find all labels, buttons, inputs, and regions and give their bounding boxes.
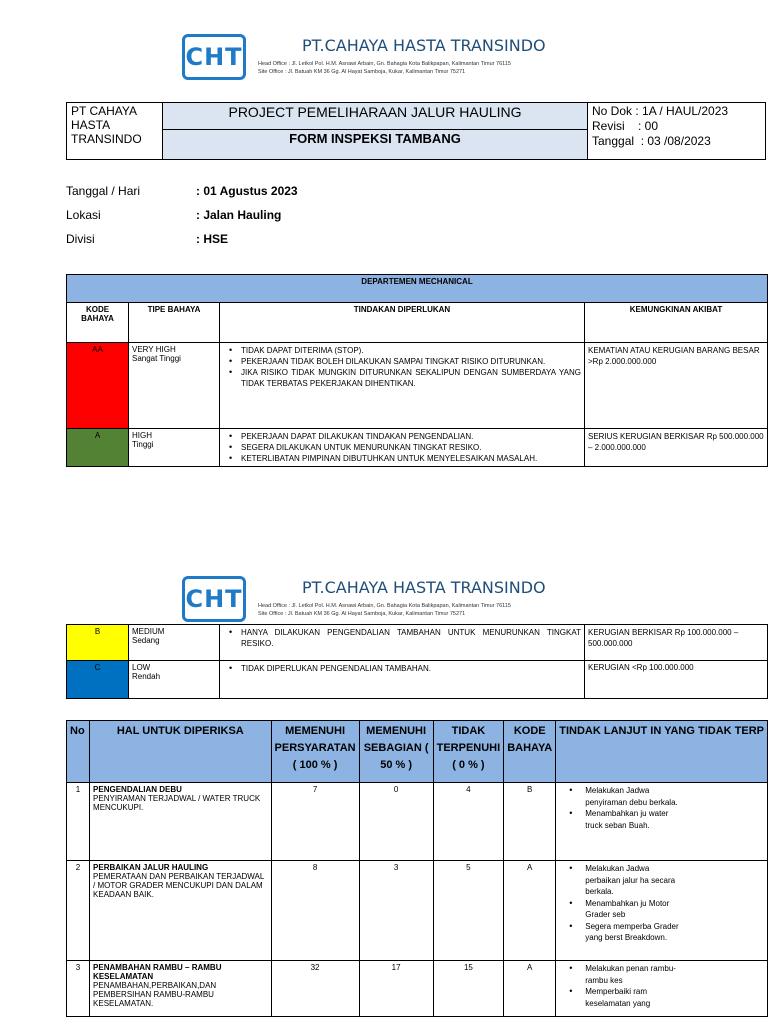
col-memenuhi: MEMENUHI PERSYARATAN ( 100 % )	[271, 721, 359, 783]
risk-code: B	[67, 625, 129, 661]
list-item: • KETERLIBATAN PIMPINAN DIBUTUHKAN UNTUK MENYELESAIKAN MASALAH.	[223, 453, 581, 464]
row-memenuhi: 8	[271, 861, 359, 961]
table-row	[67, 861, 768, 961]
row-sebagian: 3	[359, 861, 433, 961]
col-tidak: TIDAK TERPENUHI ( 0 % )	[433, 721, 504, 783]
risk-type: LOW Rendah	[129, 661, 220, 699]
company-logo: CHT	[182, 34, 246, 80]
row-kode: A	[504, 861, 556, 961]
inspection-table	[66, 720, 768, 1017]
risk-impact: SERIUS KERUGIAN BERKISAR Rp 500.000.000 – 2.000.000.000	[585, 429, 768, 467]
project-title: PROJECT PEMELIHARAAN JALUR HAULING	[163, 103, 588, 130]
division-value: : HSE	[196, 232, 229, 246]
row-sebagian: 17	[359, 961, 433, 1017]
risk-table-continued	[66, 624, 768, 699]
list-item: • Menambahkan ju Motor Grader seb	[559, 898, 679, 921]
letterhead	[182, 34, 622, 80]
row-no: 2	[67, 861, 90, 961]
row-actions	[556, 861, 768, 961]
row-kode: A	[504, 961, 556, 1017]
risk-actions	[220, 343, 585, 429]
risk-actions	[220, 661, 585, 699]
doc-number: No Dok : 1A / HAUL/2023	[592, 104, 729, 118]
risk-row	[67, 429, 768, 467]
row-tidak: 15	[433, 961, 504, 1017]
col-tindakan: TINDAKAN DIPERLUKAN	[220, 303, 585, 343]
row-sebagian: 0	[359, 783, 433, 861]
table-row	[67, 783, 768, 861]
risk-impact: KEMATIAN ATAU KERUGIAN BARANG BESAR >Rp 2.000.000.000	[585, 343, 768, 429]
row-actions	[556, 961, 768, 1017]
date-label: Tanggal / Hari	[66, 184, 141, 198]
row-tidak: 5	[433, 861, 504, 961]
risk-actions	[220, 429, 585, 467]
risk-impact: KERUGIAN <Rp 100.000.000	[585, 661, 768, 699]
list-item: • SEGERA DILAKUKAN UNTUK MENURUNKAN TINGKAT RESIKO.	[223, 442, 581, 453]
list-item: • TIDAK DAPAT DITERIMA (STOP).	[223, 345, 581, 356]
col-kode: KODE BAHAYA	[67, 303, 129, 343]
list-item: • HANYA DILAKUKAN PENGENDALIAN TAMBAHAN UNTUK MENURUNKAN TINGKAT RESIKO.	[223, 627, 581, 649]
list-item: • Menambahkan ju water truck seban Buah.	[559, 808, 679, 831]
row-memenuhi: 32	[271, 961, 359, 1017]
location-label: Lokasi	[66, 208, 101, 222]
head-office-address: Head Office : Jl. Letkol Pol. H.M. Asnawi Arbain, Gn. Bahagia Kota Balikpapan, Kalimantan Timur 76115	[258, 61, 511, 67]
risk-type: MEDIUM Sedang	[129, 625, 220, 661]
company-name: PT.CAHAYA HASTA TRANSINDO	[302, 578, 546, 597]
risk-impact: KERUGIAN BERKISAR Rp 100.000.000 – 500.000.000	[585, 625, 768, 661]
risk-code: C	[67, 661, 129, 699]
risk-table	[66, 274, 768, 467]
company-name: PT.CAHAYA HASTA TRANSINDO	[302, 36, 546, 55]
list-item: • TIDAK DIPERLUKAN PENGENDALIAN TAMBAHAN.	[223, 663, 581, 674]
col-akibat: KEMUNGKINAN AKIBAT	[585, 303, 768, 343]
location-value: : Jalan Hauling	[196, 208, 282, 222]
row-item: PENAMBAHAN RAMBU – RAMBU KESELAMATAN PENAMBAHAN,PERBAIKAN,DAN PEMBERSIHAN RAMBU-RAMBU KESELAMATAN.	[90, 961, 271, 1017]
revision: Revisi : 00	[592, 119, 659, 133]
list-item: • Memperbaiki ram keselamatan yang	[559, 986, 679, 1009]
document-meta	[588, 103, 766, 160]
row-tidak: 4	[433, 783, 504, 861]
col-tipe: TIPE BAHAYA	[129, 303, 220, 343]
table-row	[67, 961, 768, 1017]
risk-row	[67, 343, 768, 429]
list-item: • Melakukan Jadwa penyiraman debu berkala.	[559, 785, 679, 808]
document-header	[66, 102, 766, 160]
letterhead-page-2	[182, 576, 622, 622]
row-memenuhi: 7	[271, 783, 359, 861]
form-title: FORM INSPEKSI TAMBANG	[163, 130, 588, 160]
risk-type: VERY HIGH Sangat Tinggi	[129, 343, 220, 429]
date-value: : 01 Agustus 2023	[196, 184, 298, 198]
risk-code: AA	[67, 343, 129, 429]
col-sebagian: MEMENUHI SEBAGIAN ( 50 % )	[359, 721, 433, 783]
list-item: • Melakukan Jadwa perbaikan jalur ha secara berkala.	[559, 863, 679, 898]
risk-row	[67, 625, 768, 661]
header-company: PT CAHAYA HASTA TRANSINDO	[67, 103, 163, 160]
col-no: No	[67, 721, 90, 783]
risk-actions	[220, 625, 585, 661]
list-item: • PEKERJAAN DAPAT DILAKUKAN TINDAKAN PENGENDALIAN.	[223, 431, 581, 442]
risk-type: HIGH Tinggi	[129, 429, 220, 467]
row-no: 1	[67, 783, 90, 861]
company-logo: CHT	[182, 576, 246, 622]
risk-code: A	[67, 429, 129, 467]
col-tindak: TINDAK LANJUT IN YANG TIDAK TERP	[556, 721, 768, 783]
division-label: Divisi	[66, 232, 95, 246]
row-item: PERBAIKAN JALUR HAULING PEMERATAAN DAN PERBAIKAN TERJADWAL / MOTOR GRADER MENCUKUPI DAN DALAM KEADAAN BAIK.	[90, 861, 271, 961]
row-no: 3	[67, 961, 90, 1017]
list-item: • Segera memperba Grader yang berst Breakdown.	[559, 921, 679, 944]
list-item: • JIKA RISIKO TIDAK MUNGKIN DITURUNKAN SEKALIPUN DENGAN SUMBERDAYA YANG TIDAK TERBATAS PEKERJAKAN DIHENTIKAN.	[223, 367, 581, 389]
row-item: PENGENDALIAN DEBU PENYIRAMAN TERJADWAL / WATER TRUCK MENCUKUPI.	[90, 783, 271, 861]
row-actions	[556, 783, 768, 861]
department-title: DEPARTEMEN MECHANICAL	[67, 275, 768, 303]
list-item: • PEKERJAAN TIDAK BOLEH DILAKUKAN SAMPAI TINGKAT RISIKO DITURUNKAN.	[223, 356, 581, 367]
doc-date: Tanggal : 03 /08/2023	[592, 134, 711, 148]
col-hal: HAL UNTUK DIPERIKSA	[90, 721, 271, 783]
risk-row	[67, 661, 768, 699]
site-office-address: Site Office : Jl. Batuah KM 36 Gg. Al Hayat Samboja, Kukar, Kalimantan Timur 75271	[258, 611, 466, 617]
col-kode: KODE BAHAYA	[504, 721, 556, 783]
head-office-address: Head Office : Jl. Letkol Pol. H.M. Asnawi Arbain, Gn. Bahagia Kota Balikpapan, Kalimantan Timur 76115	[258, 603, 511, 609]
row-kode: B	[504, 783, 556, 861]
site-office-address: Site Office : Jl. Batuah KM 36 Gg. Al Hayat Samboja, Kukar, Kalimantan Timur 75271	[258, 69, 466, 75]
list-item: • Melakukan penan rambu-rambu kes	[559, 963, 679, 986]
